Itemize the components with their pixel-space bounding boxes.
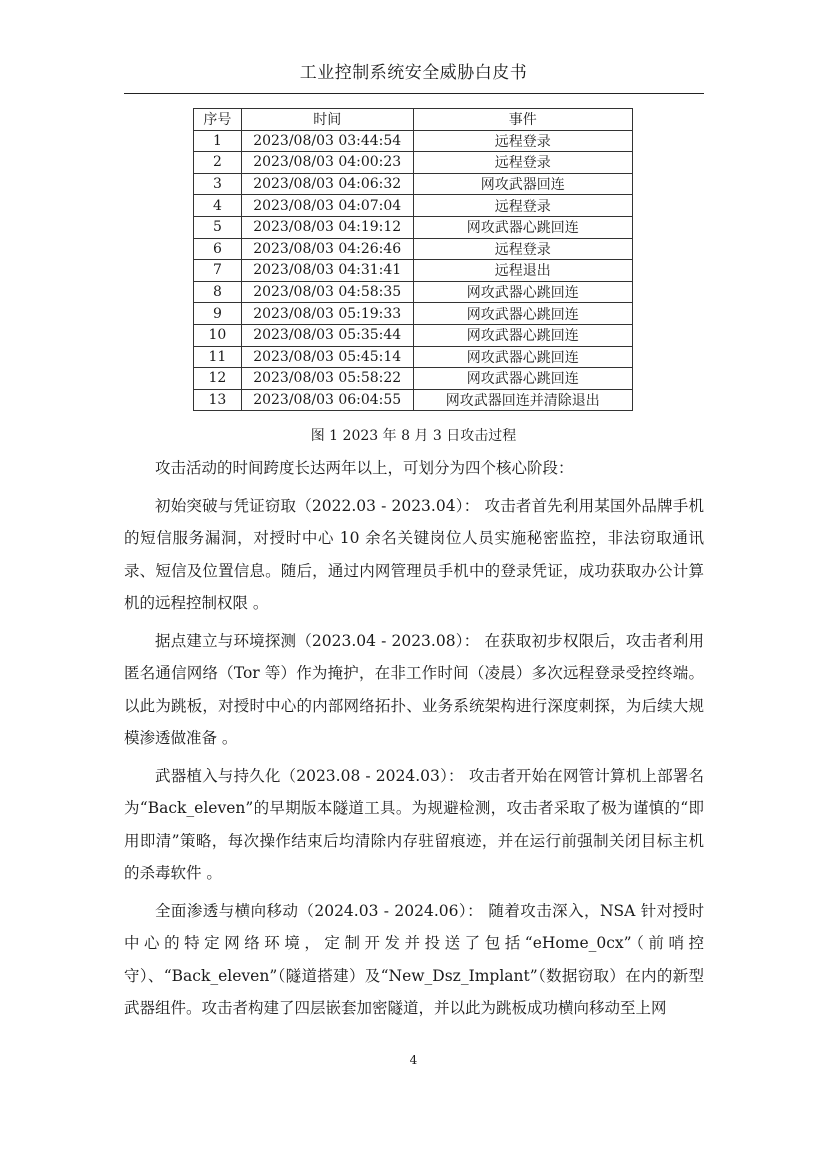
paragraph-stage-initial-breach: 初始突破与凭证窃取（2022.03 - 2023.04）： 攻击者首先利用某国外品牌手机的短信服务漏洞，对授时中心 10 余名关键岗位人员实施秘密监控，非法窃取通讯录、短信及位置信息。随后，通过内网管理员手机中的登录凭证，成功获取办公计算机的远程控制权限 。	[124, 496, 704, 612]
cell-event: 网攻武器心跳回连	[413, 368, 632, 390]
table-row	[194, 130, 633, 152]
cell-index: 2	[194, 152, 242, 174]
column-header-index: 序号	[194, 109, 242, 131]
header-divider	[124, 93, 704, 94]
paragraph-stage-lateral-movement: 全面渗透与横向移动（2024.03 - 2024.06）： 随着攻击深入，NSA 针对授时中心的特定网络环境，定制开发并投送了包括“eHome_0cx”（前哨控守）、“Back_eleven”（隧道搭建）及“New_Dsz_Implant”（数据窃取）在内的新型武器组件。攻击者构建了四层嵌套加密隧道，并以此为跳板成功横向移动至上网	[124, 901, 704, 1017]
cell-event: 网攻武器回连并清除退出	[413, 389, 632, 411]
cell-index: 6	[194, 238, 242, 260]
table-row	[194, 238, 633, 260]
cell-time: 2023/08/03 03:44:54	[241, 130, 413, 152]
cell-event: 远程登录	[413, 152, 632, 174]
cell-event: 远程登录	[413, 195, 632, 217]
cell-time: 2023/08/03 04:07:04	[241, 195, 413, 217]
table-row	[194, 389, 633, 411]
cell-event: 网攻武器心跳回连	[413, 281, 632, 303]
attack-timeline-table	[193, 108, 633, 411]
cell-index: 3	[194, 173, 242, 195]
cell-time: 2023/08/03 04:31:41	[241, 260, 413, 282]
cell-event: 网攻武器心跳回连	[413, 324, 632, 346]
cell-index: 8	[194, 281, 242, 303]
cell-index: 4	[194, 195, 242, 217]
cell-time: 2023/08/03 04:00:23	[241, 152, 413, 174]
table-row	[194, 281, 633, 303]
table-row	[194, 368, 633, 390]
cell-time: 2023/08/03 04:19:12	[241, 216, 413, 238]
page-number: 4	[409, 1053, 418, 1067]
cell-index: 13	[194, 389, 242, 411]
table-row	[194, 195, 633, 217]
table-row	[194, 152, 633, 174]
table-row	[194, 260, 633, 282]
cell-index: 12	[194, 368, 242, 390]
cell-time: 2023/08/03 06:04:55	[241, 389, 413, 411]
cell-time: 2023/08/03 05:19:33	[241, 303, 413, 325]
cell-event: 远程登录	[413, 238, 632, 260]
cell-event: 网攻武器心跳回连	[413, 346, 632, 368]
column-header-time: 时间	[241, 109, 413, 131]
body-text	[124, 452, 704, 1030]
table-row	[194, 173, 633, 195]
cell-time: 2023/08/03 05:58:22	[241, 368, 413, 390]
page-header-title: 工业控制系统安全威胁白皮书	[299, 63, 528, 83]
cell-event: 远程退出	[413, 260, 632, 282]
table-header-row	[194, 109, 633, 131]
cell-time: 2023/08/03 05:35:44	[241, 324, 413, 346]
cell-index: 7	[194, 260, 242, 282]
cell-index: 11	[194, 346, 242, 368]
cell-index: 1	[194, 130, 242, 152]
column-header-event: 事件	[413, 109, 632, 131]
cell-time: 2023/08/03 05:45:14	[241, 346, 413, 368]
table-row	[194, 303, 633, 325]
cell-event: 网攻武器回连	[413, 173, 632, 195]
paragraph-intro: 攻击活动的时间跨度长达两年以上，可划分为四个核心阶段：	[155, 459, 574, 477]
table-row	[194, 346, 633, 368]
paragraph-stage-foothold: 据点建立与环境探测（2023.04 - 2023.08）： 在获取初步权限后，攻击者利用匿名通信网络（Tor 等）作为掩护，在非工作时间（凌晨）多次远程登录受控终端。以此为跳板，对授时中心的内部网络拓扑、业务系统架构进行深度刺探，为后续大规模渗透做准备 。	[124, 631, 704, 747]
table-row	[194, 324, 633, 346]
cell-event: 网攻武器心跳回连	[413, 303, 632, 325]
paragraph-stage-weapon-implant: 武器植入与持久化（2023.08 - 2024.03）： 攻击者开始在网管计算机上部署名为“Back_eleven”的早期版本隧道工具。为规避检测，攻击者采取了极为谨慎的“即用即清”策略，每次操作结束后均清除内存驻留痕迹，并在运行前强制关闭目标主机的杀毒软件 。	[124, 766, 704, 882]
cell-index: 5	[194, 216, 242, 238]
cell-time: 2023/08/03 04:06:32	[241, 173, 413, 195]
table-row	[194, 216, 633, 238]
cell-time: 2023/08/03 04:58:35	[241, 281, 413, 303]
cell-time: 2023/08/03 04:26:46	[241, 238, 413, 260]
figure-caption: 图 1 2023 年 8 月 3 日攻击过程	[310, 428, 517, 444]
cell-index: 10	[194, 324, 242, 346]
cell-event: 网攻武器心跳回连	[413, 216, 632, 238]
cell-index: 9	[194, 303, 242, 325]
cell-event: 远程登录	[413, 130, 632, 152]
